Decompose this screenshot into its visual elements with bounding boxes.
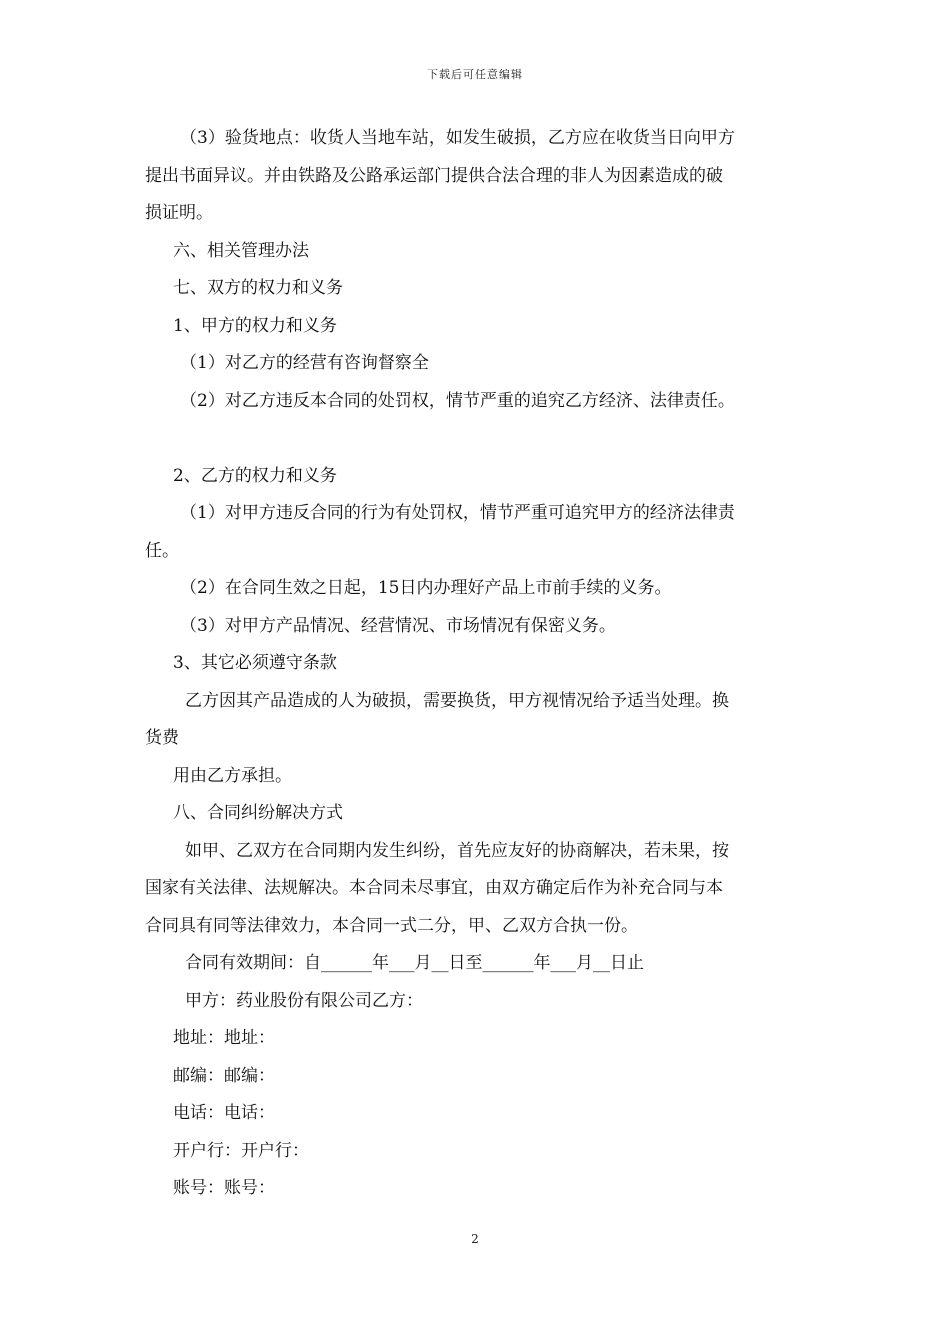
blank-line [145,420,810,458]
paragraph-line: （3）对甲方产品情况、经营情况、市场情况有保密义务。 [180,615,616,636]
paragraph-line: 乙方因其产品造成的人为破损，需要换货，甲方视情况给予适当处理。换 [185,690,729,711]
document-body [145,120,810,1208]
party-line: 甲方：药业股份有限公司乙方： [185,990,423,1011]
address-line: 地址：地址： [173,1028,275,1048]
paragraph-line: （2）对乙方违反本合同的处罚权，情节严重的追究乙方经济、法律责任。 [180,390,735,411]
page-number: 2 [471,1232,479,1246]
page-header: 下载后可任意编辑 [427,68,523,81]
validity-period-line: 合同有效期间：自______年___月__日至______年___月__日止 [185,953,644,973]
paragraph-line: 用由乙方承担。 [173,765,292,786]
paragraph-line: （1）对乙方的经营有咨询督察全 [180,353,429,373]
paragraph-line: （3）验货地点：收货人当地车站，如发生破损，乙方应在收货当日向甲方 [180,128,735,148]
section-heading: 六、相关管理办法 [173,240,309,261]
paragraph-line: 提出书面异议。并由铁路及公路承运部门提供合法合理的非人为因素造成的破 [145,165,723,186]
paragraph-line: 货费 [145,728,179,748]
paragraph-line: （1）对甲方违反合同的行为有处罚权，情节严重可追究甲方的经济法律责 [180,503,735,523]
subsection-heading: 2、乙方的权力和义务 [173,465,337,486]
account-line: 账号：账号： [173,1178,275,1198]
subsection-heading: 3、其它必须遵守条款 [173,653,337,673]
paragraph-line: 国家有关法律、法规解决。本合同未尽事宜，由双方确定后作为补充合同与本 [145,878,723,898]
section-heading: 八、合同纠纷解决方式 [173,803,343,823]
section-heading: 七、双方的权力和义务 [173,278,343,298]
subsection-heading: 1、甲方的权力和义务 [173,315,337,336]
paragraph-line: （2）在合同生效之日起，15日内办理好产品上市前手续的义务。 [180,578,672,598]
bank-line: 开户行：开户行： [173,1140,309,1161]
postcode-line: 邮编：邮编： [173,1065,275,1086]
paragraph-line: 如甲、乙双方在合同期内发生纠纷，首先应友好的协商解决，若未果，按 [185,840,729,861]
paragraph-line: 损证明。 [145,203,213,223]
paragraph-line: 合同具有同等法律效力，本合同一式二分，甲、乙双方合执一份。 [145,915,638,936]
phone-line: 电话：电话： [173,1103,275,1123]
paragraph-line: 任。 [145,540,179,561]
